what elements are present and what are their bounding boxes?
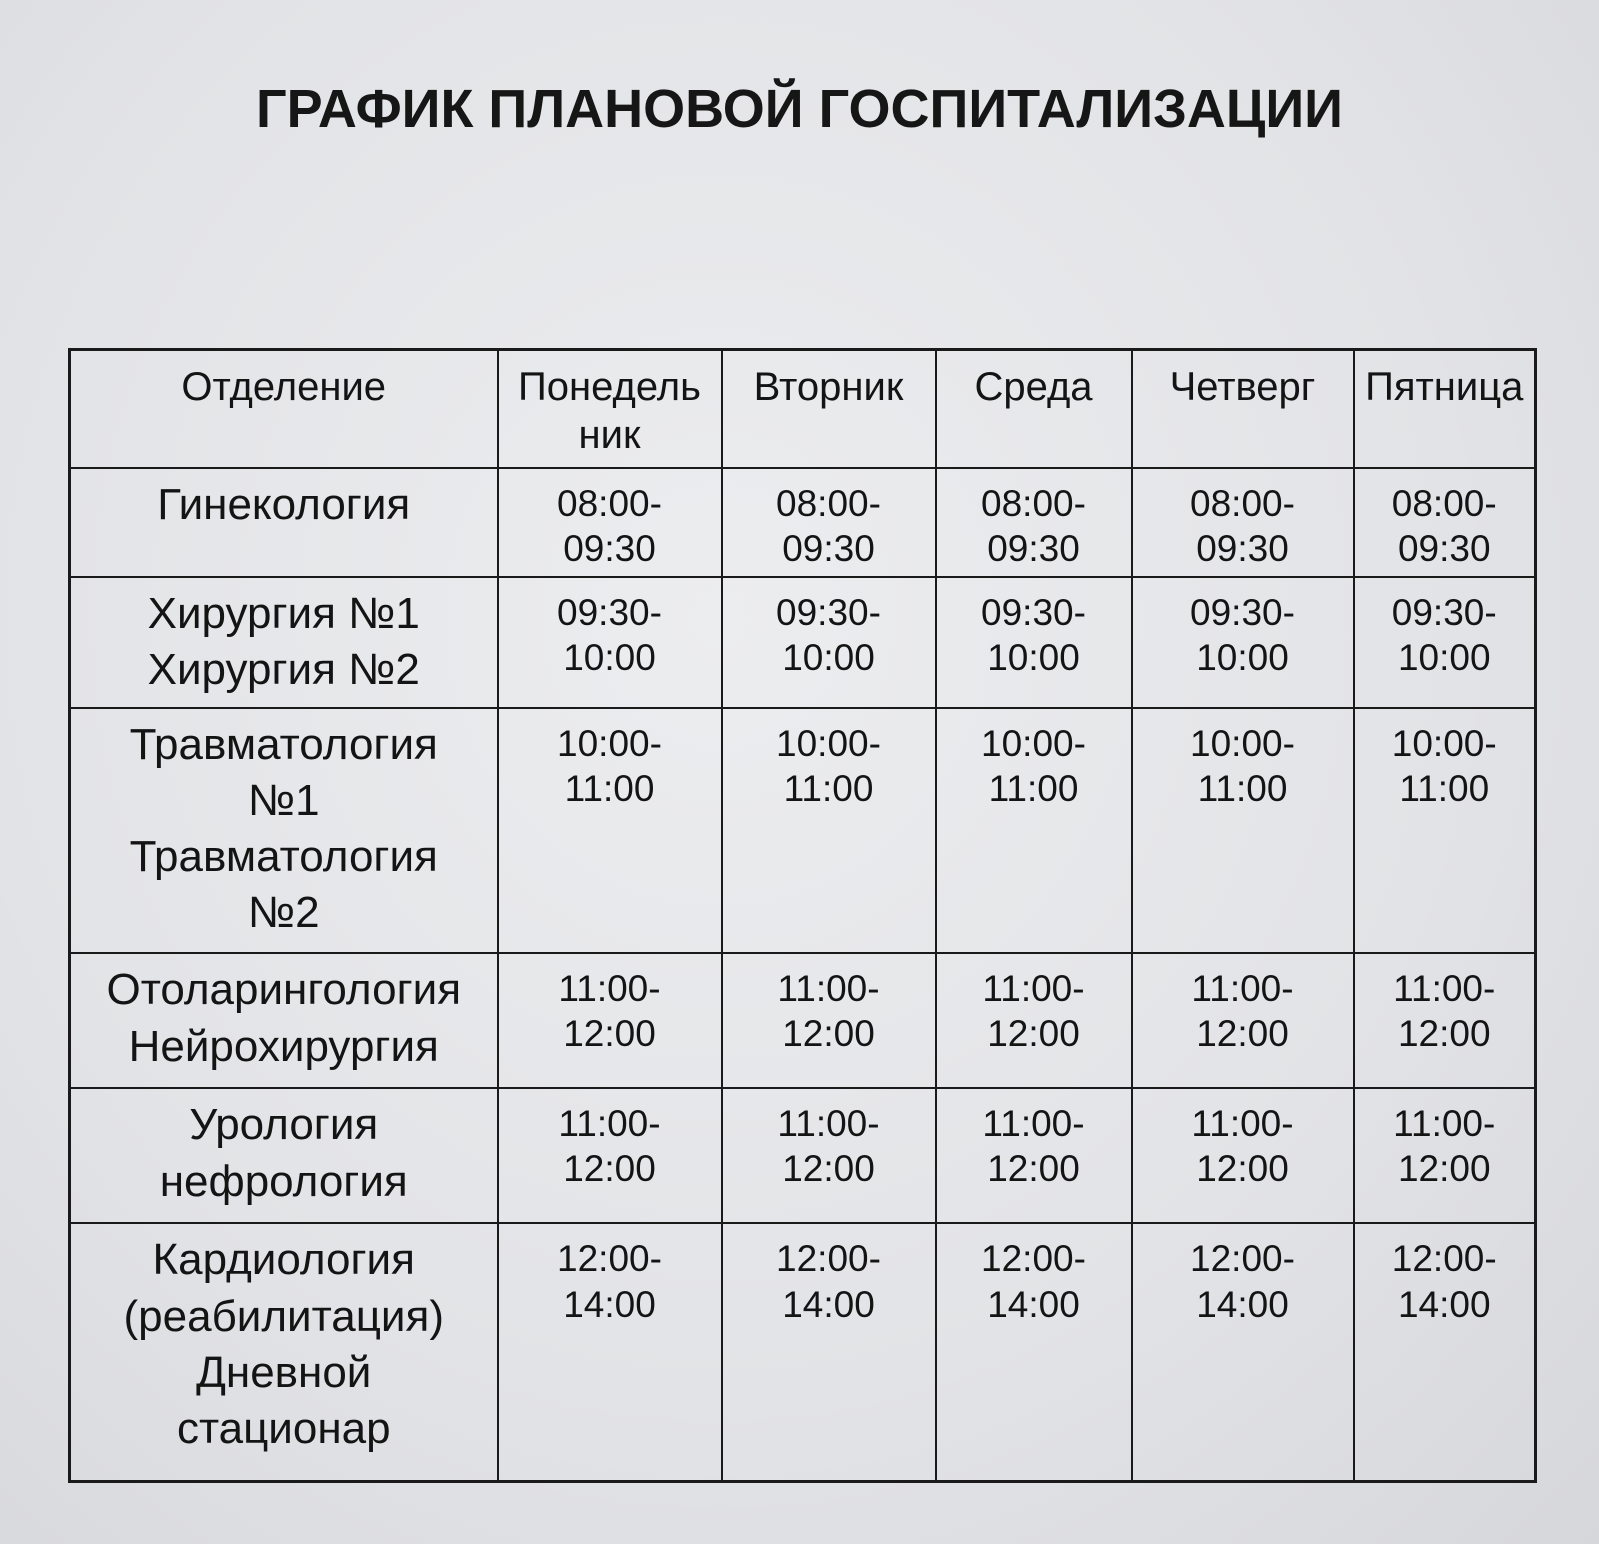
header-line: Отделение (181, 365, 387, 409)
time-slot-cell (936, 1223, 1132, 1481)
time-slot-line: 09:30- (1391, 591, 1497, 633)
time-slot-line: 14:00 (1397, 1283, 1491, 1325)
time-slot-line: 12:00 (563, 1148, 656, 1190)
header-department (70, 350, 498, 469)
time-slot-cell (1354, 708, 1536, 954)
time-slot-line: 11:00- (558, 968, 661, 1010)
time-slot-cell (1354, 468, 1536, 577)
department-cell (70, 1088, 498, 1223)
time-slot-line: 11:00 (988, 767, 1079, 809)
department-name-line: Нейрохирургия (128, 1021, 439, 1071)
time-slot-line: 10:00- (1391, 722, 1497, 764)
page-title: ГРАФИК ПЛАНОВОЙ ГОСПИТАЛИЗАЦИИ (256, 79, 1343, 139)
time-slot-line: 09:30 (782, 528, 875, 570)
time-slot-line: 11:00- (982, 1103, 1085, 1145)
time-slot-cell (936, 468, 1132, 577)
time-slot-line: 12:00- (557, 1238, 662, 1280)
time-slot-cell (1132, 577, 1354, 708)
time-slot-line: 11:00 (783, 767, 874, 809)
time-slot-line: 10:00 (1397, 636, 1491, 678)
department-cell (70, 577, 498, 708)
time-slot-line: 14:00 (563, 1283, 656, 1325)
header-row (70, 350, 1536, 469)
header-line: Понедель (518, 365, 701, 409)
department-cell (70, 468, 498, 577)
department-name-line: (реабилитация) (123, 1291, 444, 1341)
time-slot-line: 12:00 (563, 1013, 656, 1055)
department-name-line: Хирургия №1 (147, 588, 420, 638)
header-line: Вторник (753, 365, 904, 409)
header-friday (1354, 350, 1536, 469)
time-slot-line: 09:30 (1397, 528, 1491, 570)
time-slot-cell (1354, 577, 1536, 708)
department-name-line: нефрология (159, 1156, 408, 1206)
schedule-body (70, 468, 1536, 1482)
department-name-line: Травматология (129, 832, 438, 882)
table-row (70, 468, 1536, 577)
time-slot-cell (722, 953, 936, 1088)
department-name-line: Урология (189, 1100, 379, 1150)
time-slot-line: 12:00 (1196, 1013, 1289, 1055)
time-slot-line: 11:00- (982, 968, 1085, 1010)
header-line: Четверг (1169, 365, 1316, 409)
time-slot-line: 11:00- (777, 968, 880, 1010)
time-slot-line: 11:00 (564, 767, 655, 809)
department-name-line: Дневной (196, 1348, 372, 1398)
header-line: Пятница (1365, 365, 1524, 409)
time-slot-line: 12:00 (782, 1148, 875, 1190)
time-slot-line: 08:00- (557, 483, 662, 524)
department-name-line: №1 (247, 775, 320, 825)
time-slot-line: 10:00 (987, 636, 1080, 678)
time-slot-cell (722, 1223, 936, 1481)
time-slot-line: 09:30 (1196, 528, 1289, 570)
table-row (70, 577, 1536, 708)
time-slot-cell (722, 708, 936, 954)
time-slot-cell (1354, 953, 1536, 1088)
time-slot-cell (936, 708, 1132, 954)
time-slot-cell (498, 1088, 722, 1223)
table-row (70, 708, 1536, 954)
department-cell (70, 1223, 498, 1481)
time-slot-cell (1132, 708, 1354, 954)
time-slot-line: 08:00- (981, 483, 1086, 524)
time-slot-line: 08:00- (1391, 483, 1497, 524)
time-slot-line: 14:00 (782, 1283, 875, 1325)
time-slot-cell (936, 577, 1132, 708)
time-slot-line: 10:00 (1196, 636, 1289, 678)
time-slot-line: 08:00- (776, 483, 881, 524)
time-slot-line: 11:00 (1197, 767, 1288, 809)
time-slot-cell (498, 953, 722, 1088)
time-slot-cell (1132, 1088, 1354, 1223)
time-slot-line: 11:00- (558, 1103, 661, 1145)
time-slot-cell (936, 953, 1132, 1088)
time-slot-line: 12:00- (776, 1238, 881, 1280)
header-line: ник (578, 413, 641, 457)
header-line: Среда (974, 365, 1093, 409)
time-slot-line: 09:30- (981, 591, 1086, 633)
time-slot-line: 12:00 (1397, 1148, 1491, 1190)
time-slot-cell (1354, 1223, 1536, 1481)
time-slot-line: 10:00- (981, 722, 1086, 764)
time-slot-line: 11:00- (1393, 1103, 1496, 1145)
department-name-line: Хирургия №2 (147, 644, 420, 694)
time-slot-line: 12:00- (1190, 1238, 1295, 1280)
time-slot-line: 12:00- (1391, 1238, 1497, 1280)
time-slot-line: 14:00 (987, 1283, 1080, 1325)
time-slot-line: 11:00- (1393, 968, 1496, 1010)
time-slot-cell (1132, 468, 1354, 577)
table-row (70, 1223, 1536, 1481)
time-slot-line: 09:30 (987, 528, 1080, 570)
department-name-line: №2 (247, 888, 320, 938)
time-slot-cell (722, 468, 936, 577)
time-slot-cell (1354, 1088, 1536, 1223)
time-slot-line: 12:00 (987, 1148, 1080, 1190)
time-slot-line: 09:30- (776, 591, 881, 633)
department-name-line: стационар (176, 1404, 391, 1454)
time-slot-line: 10:00 (563, 636, 656, 678)
department-name-line: Отоларингология (106, 965, 462, 1015)
time-slot-cell (1132, 1223, 1354, 1481)
time-slot-cell (722, 577, 936, 708)
time-slot-cell (936, 1088, 1132, 1223)
table-row (70, 953, 1536, 1088)
department-cell (70, 708, 498, 954)
time-slot-line: 11:00- (1191, 1103, 1294, 1145)
header-thursday (1132, 350, 1354, 469)
time-slot-line: 10:00- (776, 722, 881, 764)
time-slot-line: 12:00- (981, 1238, 1086, 1280)
time-slot-line: 10:00- (557, 722, 662, 764)
time-slot-line: 10:00 (782, 636, 875, 678)
time-slot-line: 11:00 (1399, 767, 1490, 809)
time-slot-cell (1132, 953, 1354, 1088)
time-slot-line: 09:30- (557, 591, 662, 633)
header-monday (498, 350, 722, 469)
time-slot-line: 14:00 (1196, 1283, 1289, 1325)
time-slot-line: 09:30 (563, 528, 656, 570)
time-slot-line: 12:00 (1397, 1013, 1491, 1055)
time-slot-cell (722, 1088, 936, 1223)
table-row (70, 1088, 1536, 1223)
time-slot-line: 10:00- (1190, 722, 1295, 764)
time-slot-line: 11:00- (777, 1103, 880, 1145)
header-wednesday (936, 350, 1132, 469)
time-slot-cell (498, 1223, 722, 1481)
department-cell (70, 953, 498, 1088)
time-slot-cell (498, 577, 722, 708)
time-slot-line: 12:00 (987, 1013, 1080, 1055)
time-slot-line: 11:00- (1191, 968, 1294, 1010)
time-slot-line: 08:00- (1190, 483, 1295, 524)
time-slot-line: 12:00 (1196, 1148, 1289, 1190)
time-slot-line: 12:00 (782, 1013, 875, 1055)
header-tuesday (722, 350, 936, 469)
department-name-line: Гинекология (157, 480, 411, 529)
time-slot-line: 09:30- (1190, 591, 1295, 633)
department-name-line: Кардиология (152, 1235, 415, 1285)
time-slot-cell (498, 708, 722, 954)
department-name-line: Травматология (129, 719, 438, 769)
time-slot-cell (498, 468, 722, 577)
hospitalization-schedule-table (68, 348, 1537, 1483)
